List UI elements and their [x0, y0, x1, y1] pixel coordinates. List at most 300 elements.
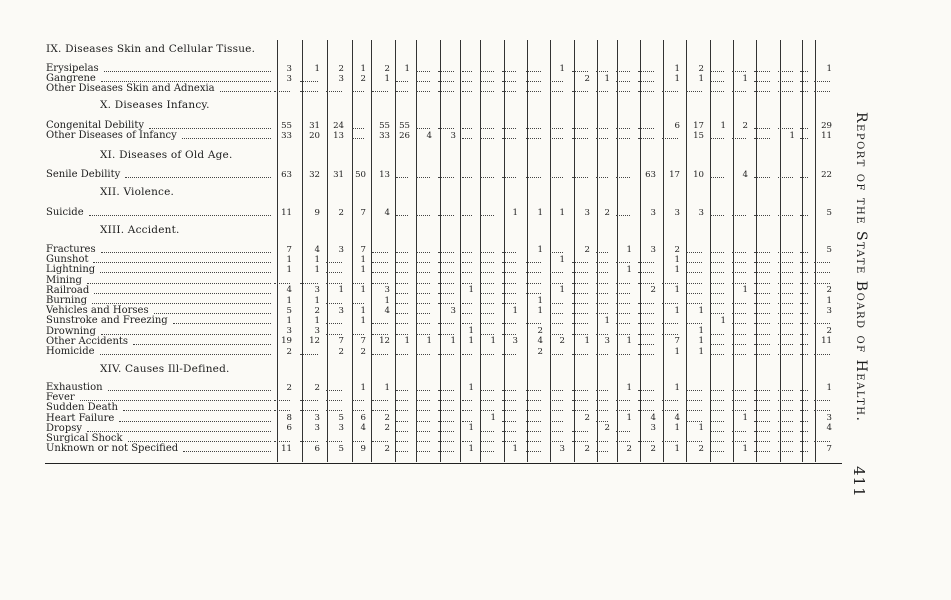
- empty-cell-dots: [462, 262, 472, 263]
- empty-cell-dots: [480, 262, 494, 263]
- leader-dots: [87, 431, 271, 432]
- table-cell: 1: [468, 285, 474, 296]
- table-cell: 1: [512, 207, 518, 218]
- empty-cell-dots: [754, 283, 770, 284]
- empty-cell-dots: [572, 313, 588, 314]
- empty-cell-dots: [710, 272, 724, 273]
- table-cell: 1: [537, 295, 543, 306]
- empty-cell-dots: [596, 283, 608, 284]
- table-cell: 1: [742, 413, 748, 424]
- table-cell: 1: [604, 315, 610, 326]
- empty-cell-dots: [800, 390, 808, 391]
- row-label: Drowning: [46, 325, 96, 337]
- empty-cell-dots: [638, 323, 654, 324]
- table-cell: 20: [309, 130, 320, 141]
- table-cell: 1: [698, 73, 704, 84]
- empty-cell-dots: [710, 421, 724, 422]
- empty-cell-dots: [326, 283, 342, 284]
- table-cell: 9: [314, 207, 320, 218]
- empty-cell-dots: [372, 323, 388, 324]
- empty-cell-dots: [502, 431, 516, 432]
- table-cell: 3: [338, 73, 344, 84]
- empty-cell-dots: [416, 71, 430, 72]
- empty-cell-dots: [462, 283, 472, 284]
- empty-cell-dots: [396, 313, 408, 314]
- leader-dots: [128, 441, 271, 442]
- table-cell: 3: [314, 413, 320, 424]
- empty-cell-dots: [616, 441, 630, 442]
- table-cell: 2: [584, 413, 590, 424]
- table-cell: 5: [826, 244, 832, 255]
- empty-cell-dots: [778, 91, 793, 92]
- empty-cell-dots: [616, 410, 630, 411]
- empty-cell-dots: [526, 128, 541, 129]
- empty-cell-dots: [638, 313, 654, 314]
- empty-cell-dots: [416, 272, 430, 273]
- empty-cell-dots: [732, 344, 746, 345]
- empty-cell-dots: [778, 390, 793, 391]
- empty-cell-dots: [550, 128, 563, 129]
- leader-dots: [125, 177, 271, 178]
- empty-cell-dots: [462, 71, 472, 72]
- empty-cell-dots: [438, 400, 454, 401]
- table-cell: 1: [826, 295, 832, 306]
- empty-cell-dots: [778, 71, 793, 72]
- empty-cell-dots: [800, 128, 808, 129]
- empty-cell-dots: [732, 354, 746, 355]
- table-cell: 2: [360, 73, 366, 84]
- empty-cell-dots: [596, 177, 608, 178]
- empty-cell-dots: [526, 71, 541, 72]
- table-cell: 3: [698, 207, 704, 218]
- section-heading: XIII. Accident.: [100, 224, 180, 236]
- table-cell: 1: [698, 346, 704, 357]
- table-cell: 11: [281, 443, 292, 454]
- empty-cell-dots: [710, 451, 724, 452]
- empty-cell-dots: [800, 410, 808, 411]
- row-label: Railroad: [46, 284, 90, 296]
- empty-cell-dots: [572, 71, 588, 72]
- empty-cell-dots: [800, 91, 808, 92]
- empty-cell-dots: [396, 272, 408, 273]
- empty-cell-dots: [754, 390, 770, 391]
- empty-cell-dots: [686, 272, 702, 273]
- empty-cell-dots: [814, 262, 830, 263]
- table-cell: 3: [450, 305, 456, 316]
- empty-cell-dots: [480, 400, 494, 401]
- empty-cell-dots: [814, 81, 830, 82]
- empty-cell-dots: [710, 138, 724, 139]
- empty-cell-dots: [732, 138, 746, 139]
- empty-cell-dots: [550, 400, 563, 401]
- table-cell: 1: [468, 336, 474, 347]
- empty-cell-dots: [596, 91, 608, 92]
- empty-cell-dots: [800, 283, 808, 284]
- empty-cell-dots: [396, 293, 408, 294]
- table-cell: 2: [537, 326, 543, 337]
- table-cell: 1: [674, 382, 680, 393]
- empty-cell-dots: [550, 323, 563, 324]
- empty-cell-dots: [596, 354, 608, 355]
- empty-cell-dots: [438, 410, 454, 411]
- empty-cell-dots: [526, 400, 541, 401]
- empty-cell-dots: [732, 252, 746, 253]
- empty-cell-dots: [754, 81, 770, 82]
- empty-cell-dots: [480, 252, 494, 253]
- empty-cell-dots: [396, 441, 408, 442]
- table-cell: 2: [826, 285, 832, 296]
- empty-cell-dots: [372, 91, 388, 92]
- empty-cell-dots: [638, 303, 654, 304]
- empty-cell-dots: [416, 81, 430, 82]
- empty-cell-dots: [438, 451, 454, 452]
- row-label: Lightning: [46, 264, 96, 276]
- empty-cell-dots: [416, 303, 430, 304]
- empty-cell-dots: [396, 354, 408, 355]
- empty-cell-dots: [596, 71, 608, 72]
- empty-cell-dots: [616, 303, 630, 304]
- empty-cell-dots: [502, 421, 516, 422]
- table-cell: 6: [314, 443, 320, 454]
- empty-cell-dots: [438, 390, 454, 391]
- row-label: Unknown or not Specified: [46, 443, 179, 455]
- leader-dots: [101, 81, 271, 82]
- table-cell: 1: [674, 423, 680, 434]
- empty-cell-dots: [662, 334, 678, 335]
- table-cell: 1: [360, 63, 366, 74]
- empty-cell-dots: [480, 451, 494, 452]
- empty-cell-dots: [396, 252, 408, 253]
- empty-cell-dots: [462, 323, 472, 324]
- empty-cell-dots: [416, 441, 430, 442]
- table-cell: 2: [384, 63, 390, 74]
- empty-cell-dots: [438, 334, 454, 335]
- row-label: Exhaustion: [46, 382, 103, 393]
- row-label: Other Diseases Skin and Adnexia: [46, 83, 215, 95]
- empty-cell-dots: [778, 81, 793, 82]
- table-cell: 1: [404, 63, 410, 74]
- empty-cell-dots: [814, 400, 830, 401]
- empty-cell-dots: [800, 272, 808, 273]
- table-cell: 4: [360, 423, 366, 434]
- empty-cell-dots: [462, 303, 472, 304]
- empty-cell-dots: [638, 390, 654, 391]
- table-cell: 1: [559, 207, 565, 218]
- empty-cell-dots: [686, 303, 702, 304]
- empty-cell-dots: [396, 303, 408, 304]
- empty-cell-dots: [438, 272, 454, 273]
- table-cell: 2: [537, 346, 543, 357]
- table-cell: 11: [281, 207, 292, 218]
- empty-cell-dots: [326, 410, 342, 411]
- empty-cell-dots: [732, 441, 746, 442]
- table-cell: 55: [281, 120, 292, 131]
- table-cell: 1: [674, 285, 680, 296]
- table-cell: 3: [286, 326, 292, 337]
- table-cell: 13: [333, 130, 344, 141]
- table-cell: 19: [281, 336, 292, 347]
- empty-cell-dots: [416, 313, 430, 314]
- empty-cell-dots: [526, 323, 541, 324]
- empty-cell-dots: [438, 421, 454, 422]
- empty-cell-dots: [438, 354, 454, 355]
- empty-cell-dots: [438, 323, 454, 324]
- empty-cell-dots: [372, 441, 388, 442]
- empty-cell-dots: [800, 354, 808, 355]
- empty-cell-dots: [480, 334, 494, 335]
- table-cell: 1: [698, 305, 704, 316]
- empty-cell-dots: [550, 431, 563, 432]
- table-cell: 1: [674, 264, 680, 275]
- empty-cell-dots: [396, 431, 408, 432]
- empty-cell-dots: [778, 451, 793, 452]
- table-cell: 5: [338, 443, 344, 454]
- column-rule: [550, 40, 551, 462]
- empty-cell-dots: [526, 262, 541, 263]
- empty-cell-dots: [274, 91, 290, 92]
- empty-cell-dots: [326, 323, 342, 324]
- table-cell: 1: [468, 443, 474, 454]
- row-label: Burning: [46, 295, 88, 306]
- table-cell: 31: [309, 120, 320, 131]
- empty-cell-dots: [550, 252, 563, 253]
- table-cell: 1: [559, 254, 565, 265]
- table-cell: 3: [314, 326, 320, 337]
- empty-cell-dots: [686, 400, 702, 401]
- empty-cell-dots: [778, 313, 793, 314]
- empty-cell-dots: [462, 252, 472, 253]
- table-cell: 1: [512, 305, 518, 316]
- empty-cell-dots: [550, 441, 563, 442]
- empty-cell-dots: [616, 354, 630, 355]
- table-cell: 63: [281, 169, 292, 180]
- empty-cell-dots: [662, 441, 678, 442]
- empty-cell-dots: [754, 431, 770, 432]
- leader-dots: [183, 451, 271, 452]
- empty-cell-dots: [754, 303, 770, 304]
- empty-cell-dots: [616, 262, 630, 263]
- empty-cell-dots: [502, 400, 516, 401]
- empty-cell-dots: [710, 441, 724, 442]
- column-rule: [460, 40, 461, 462]
- empty-cell-dots: [480, 293, 494, 294]
- empty-cell-dots: [572, 390, 588, 391]
- empty-cell-dots: [686, 262, 702, 263]
- table-cell: 1: [698, 336, 704, 347]
- empty-cell-dots: [550, 390, 563, 391]
- column-rule: [780, 40, 781, 462]
- table-cell: 1: [674, 305, 680, 316]
- empty-cell-dots: [778, 431, 793, 432]
- empty-cell-dots: [480, 128, 494, 129]
- empty-cell-dots: [662, 138, 678, 139]
- table-cell: 1: [286, 315, 292, 326]
- empty-cell-dots: [550, 177, 563, 178]
- leader-dots: [220, 91, 271, 92]
- empty-cell-dots: [550, 303, 563, 304]
- empty-cell-dots: [372, 410, 388, 411]
- empty-cell-dots: [572, 262, 588, 263]
- empty-cell-dots: [502, 262, 516, 263]
- table-cell: 1: [537, 244, 543, 255]
- empty-cell-dots: [778, 215, 793, 216]
- empty-cell-dots: [596, 410, 608, 411]
- table-cell: 4: [286, 285, 292, 296]
- empty-cell-dots: [550, 354, 563, 355]
- empty-cell-dots: [754, 451, 770, 452]
- empty-cell-dots: [416, 354, 430, 355]
- leader-dots: [80, 400, 271, 401]
- empty-cell-dots: [572, 410, 588, 411]
- empty-cell-dots: [686, 323, 702, 324]
- empty-cell-dots: [616, 293, 630, 294]
- empty-cell-dots: [326, 262, 342, 263]
- empty-cell-dots: [778, 128, 793, 129]
- empty-cell-dots: [462, 354, 472, 355]
- empty-cell-dots: [416, 177, 430, 178]
- table-cell: 2: [314, 382, 320, 393]
- empty-cell-dots: [572, 283, 588, 284]
- empty-cell-dots: [416, 410, 430, 411]
- empty-cell-dots: [616, 323, 630, 324]
- table-cell: 1: [742, 285, 748, 296]
- table-cell: 32: [309, 169, 320, 180]
- empty-cell-dots: [396, 334, 408, 335]
- table-cell: 1: [314, 295, 320, 306]
- table-cell: 3: [338, 244, 344, 255]
- empty-cell-dots: [710, 283, 724, 284]
- column-rule: [710, 40, 711, 462]
- empty-cell-dots: [732, 431, 746, 432]
- table-cell: 3: [314, 285, 320, 296]
- empty-cell-dots: [438, 252, 454, 253]
- table-cell: 22: [821, 169, 832, 180]
- empty-cell-dots: [300, 354, 318, 355]
- empty-cell-dots: [526, 91, 541, 92]
- empty-cell-dots: [778, 272, 793, 273]
- empty-cell-dots: [462, 215, 472, 216]
- empty-cell-dots: [732, 323, 746, 324]
- table-cell: 11: [821, 336, 832, 347]
- row-label: Sunstroke and Freezing: [46, 315, 168, 327]
- empty-cell-dots: [352, 334, 364, 335]
- empty-cell-dots: [638, 81, 654, 82]
- leader-dots: [100, 354, 271, 355]
- empty-cell-dots: [352, 138, 364, 139]
- empty-cell-dots: [638, 128, 654, 129]
- empty-cell-dots: [754, 128, 770, 129]
- empty-cell-dots: [416, 431, 430, 432]
- table-cell: 17: [693, 120, 704, 131]
- empty-cell-dots: [778, 410, 793, 411]
- empty-cell-dots: [596, 138, 608, 139]
- empty-cell-dots: [710, 262, 724, 263]
- empty-cell-dots: [778, 177, 793, 178]
- table-cell: 1: [674, 346, 680, 357]
- empty-cell-dots: [778, 293, 793, 294]
- row-label: Homicide: [46, 346, 95, 357]
- table-cell: 55: [379, 120, 390, 131]
- table-cell: 2: [650, 285, 656, 296]
- empty-cell-dots: [596, 262, 608, 263]
- section-heading: XII. Violence.: [100, 186, 175, 198]
- leader-dots: [101, 252, 271, 253]
- empty-cell-dots: [572, 400, 588, 401]
- table-cell: 15: [693, 130, 704, 141]
- empty-cell-dots: [502, 128, 516, 129]
- row-label: Heart Failure: [46, 412, 115, 424]
- table-cell: 1: [720, 315, 726, 326]
- table-cell: 3: [650, 423, 656, 434]
- empty-cell-dots: [502, 390, 516, 391]
- table-cell: 1: [360, 285, 366, 296]
- empty-cell-dots: [526, 410, 541, 411]
- empty-cell-dots: [300, 441, 318, 442]
- table-cell: 1: [404, 336, 410, 347]
- empty-cell-dots: [754, 138, 770, 139]
- running-head: Report of the State Board of Health.: [853, 112, 869, 423]
- empty-cell-dots: [480, 81, 494, 82]
- empty-cell-dots: [550, 91, 563, 92]
- empty-cell-dots: [526, 421, 541, 422]
- table-cell: 4: [384, 207, 390, 218]
- table-cell: 1: [559, 63, 565, 74]
- table-cell: 13: [379, 169, 390, 180]
- table-cell: 2: [286, 382, 292, 393]
- empty-cell-dots: [526, 390, 541, 391]
- empty-cell-dots: [800, 81, 808, 82]
- empty-cell-dots: [616, 81, 630, 82]
- empty-cell-dots: [462, 272, 472, 273]
- table-cell: 1: [537, 207, 543, 218]
- table-cell: 1: [537, 305, 543, 316]
- table-cell: 1: [360, 264, 366, 275]
- column-rule: [416, 40, 417, 462]
- empty-cell-dots: [814, 354, 830, 355]
- table-cell: 1: [674, 443, 680, 454]
- empty-cell-dots: [710, 215, 724, 216]
- empty-cell-dots: [800, 451, 808, 452]
- empty-cell-dots: [502, 252, 516, 253]
- empty-cell-dots: [778, 262, 793, 263]
- empty-cell-dots: [572, 138, 588, 139]
- table-cell: 3: [450, 130, 456, 141]
- table-cell: 4: [537, 336, 543, 347]
- empty-cell-dots: [800, 252, 808, 253]
- column-rule: [395, 40, 396, 462]
- table-cell: 2: [626, 443, 632, 454]
- empty-cell-dots: [814, 272, 830, 273]
- empty-cell-dots: [596, 303, 608, 304]
- empty-cell-dots: [372, 334, 388, 335]
- table-cell: 3: [826, 413, 832, 424]
- table-cell: 1: [604, 73, 610, 84]
- empty-cell-dots: [550, 421, 563, 422]
- empty-cell-dots: [352, 91, 364, 92]
- table-cell: 1: [360, 382, 366, 393]
- table-cell: 1: [468, 423, 474, 434]
- empty-cell-dots: [662, 410, 678, 411]
- empty-cell-dots: [732, 313, 746, 314]
- empty-cell-dots: [638, 334, 654, 335]
- row-label: Other Diseases of Infancy: [46, 130, 177, 142]
- table-cell: 4: [314, 244, 320, 255]
- empty-cell-dots: [710, 91, 724, 92]
- table-cell: 2: [338, 63, 344, 74]
- table-cell: 1: [674, 254, 680, 265]
- table-cell: 1: [742, 73, 748, 84]
- empty-cell-dots: [352, 303, 364, 304]
